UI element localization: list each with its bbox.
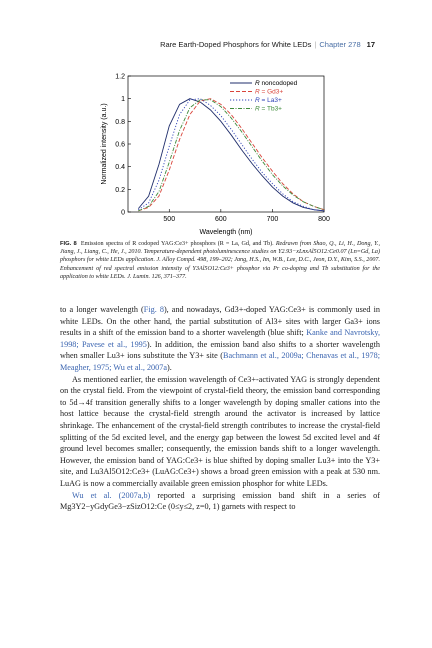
series-line-0 <box>138 99 324 211</box>
citation-link[interactable]: Kanke and Navrotsky, 1998; Pavese et al., 1995 <box>60 328 380 349</box>
y-tick-label: 0.6 <box>115 141 125 149</box>
x-tick-label: 600 <box>214 216 227 223</box>
legend-label: R = La3+ <box>255 97 282 104</box>
legend-label: R = Tb3+ <box>255 105 282 113</box>
book-title: Rare Earth-Doped Phosphors for White LEDs <box>160 40 312 49</box>
y-tick-label: 0.8 <box>115 118 125 126</box>
figure-link[interactable]: Fig. 8 <box>143 305 164 314</box>
paragraph-2: As mentioned earlier, the emission wavelength of Ce3+-activated YAG is strongly dependent on the crystal field. From the viewpoint of crystal-field theory, the emission band corresponding to 5d→4f transition generally shifts to a longer wavelength by doping smaller cations into the host lattice because the crystal-field strength around the activator is increased by lattice shrinkage. The enhancement of the crystal-field strength contributes to increase the crystal-field splitting of the 5d excited level, and the energy gap between the lowest 5d excited level and 4f ground level becomes smaller; consequently, the emission bands shift to a longer wavelength. However, the emission band of YAG:Ce3+ is blue shifted by doping smaller Lu3+ into the Y3+ site, and Lu3Al5O12:Ce3+ (LuAG:Ce3+) shows a broad green emission with a peak at 530 nm. LuAG is now a commercially available green emission phosphor for white LEDs. <box>60 374 380 488</box>
x-tick-label: 500 <box>163 216 176 223</box>
series-line-2 <box>138 99 324 211</box>
series-line-1 <box>138 99 324 211</box>
y-tick-label: 0.2 <box>115 186 125 194</box>
running-head: Rare Earth-Doped Phosphors for White LEDs | Chapter 278 17 <box>160 40 375 49</box>
caption-text: Emission spectra of R codoped YAG:Ce3+ phosphors (R = La, Gd, and Tb). <box>80 241 274 247</box>
body-text <box>60 304 380 513</box>
caption-credit: Redrawn from Shao, Q., Li, H., Dong, Y., Jiang, J., Liang, C., He, J., 2010. Temperature-dependent photoluminescence studies on Y2.93−xLnxAl5O12:Ce0.07 (Ln=Gd, La) phosphors for white LEDs application. J. Alloy Compd. 498, 199–202; Jang, H.S., Im, W.B., Lee, D.C., Jeon, D.Y., Kim, S.S., 2007. Enhancement of red spectral emission intensity of Y3Al5O12:Ce3+ phosphor via Pr co-doping and Tb substitution for the application to white LEDs. J. Lumin. 126, 371–377. <box>60 241 381 280</box>
figure-caption <box>60 240 380 281</box>
y-axis-label: Normalized intensity (a.u.) <box>101 103 108 185</box>
y-tick-label: 1.2 <box>115 73 125 81</box>
y-tick-label: 1 <box>121 96 125 104</box>
legend-label: R = Gd3+ <box>255 88 284 96</box>
page-number: 17 <box>366 40 375 49</box>
paragraph-3: Wu et al. (2007a,b) reported a surprising emission band shift in a series of Mg3Y2−yGdyGe3−zSizO12:Ce (0≤y≤2, z=0, 1) garnets with respect to <box>60 490 380 512</box>
x-tick-label: 800 <box>318 216 330 223</box>
chapter-label: Chapter 278 <box>319 40 361 49</box>
paragraph-1: to a longer wavelength (Fig. 8), and nowadays, Gd3+-doped YAG:Ce3+ is commonly used in white LEDs. On the other hand, the partial substitution of Al3+ sites with larger Ga3+ ions results in a shift of the emission band to a shorter wavelength (blue shift; Kanke and Navrotsky, 1998; Pavese et al., 1995). In addition, the emission band also shifts to a shorter wavelength when smaller Lu3+ ions substitute the Y3+ site (Bachmann et al., 2009a; Chenavas et al., 1978; Meagher, 1975; Wu et al., 2007a). <box>60 305 381 372</box>
plot-frame <box>128 76 324 212</box>
y-tick-label: 0 <box>121 209 125 217</box>
chart-legend <box>230 80 298 113</box>
citation-link[interactable]: Bachmann et al., 2009a; Chenavas et al., 1978; Meagher, 1975; Wu et al., 2007a <box>60 351 381 372</box>
legend-label: R noncodoped <box>255 80 298 87</box>
y-tick-label: 0.4 <box>115 164 125 172</box>
emission-spectra-chart <box>92 64 340 236</box>
x-axis-label: Wavelength (nm) <box>199 229 253 236</box>
x-tick-label: 700 <box>266 216 279 223</box>
figure-label: FIG. 8 <box>60 241 77 247</box>
citation-link[interactable]: Wu et al. (2007a,b) <box>72 490 151 500</box>
